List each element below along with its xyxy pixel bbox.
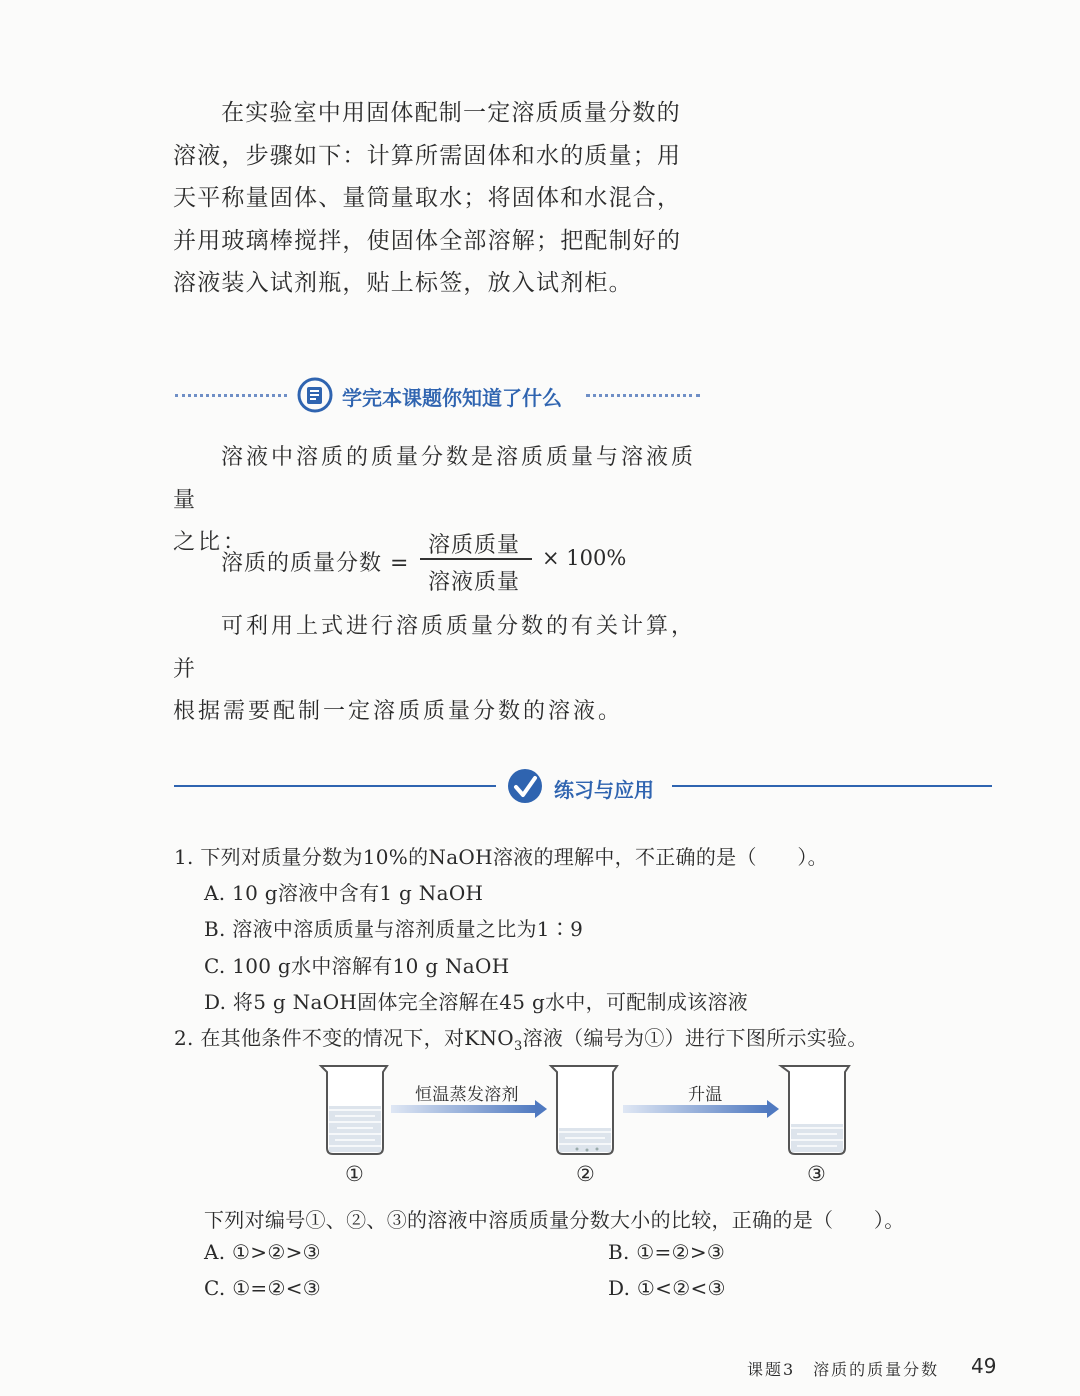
summary-text-2	[173, 606, 713, 734]
beaker-3	[781, 1066, 849, 1154]
summary-line: 根据需要配制一定溶质质量分数的溶液。	[173, 699, 624, 724]
summary-line: 可利用上式进行溶质质量分数的有关计算，并	[173, 614, 697, 682]
question-2-subscript: 3	[513, 1039, 523, 1054]
formula-denominator: 溶液质量	[428, 570, 521, 595]
arrow-2-label: 升温	[688, 1085, 723, 1105]
question-2-option-b: B. ①=②>③	[608, 1240, 726, 1264]
question-1-option-d: D. 将5 g NaOH固体完全溶解在45 g水中，可配制成该溶液	[204, 990, 749, 1014]
header-divider-left	[175, 394, 287, 397]
beaker-label-3: ③	[807, 1162, 827, 1186]
header-divider-right	[586, 394, 700, 397]
question-2-question: 下列对编号①、②、③的溶液中溶质质量分数大小的比较，正确的是（ ）。	[204, 1208, 905, 1232]
question-1-stem: 1. 下列对质量分数为10%的NaOH溶液的理解中，不正确的是（ ）。	[174, 845, 828, 869]
intro-line: 在实验室中用固体配制一定溶质质量分数的	[221, 100, 681, 126]
intro-line: 溶液，步骤如下：计算所需固体和水的质量；用	[173, 142, 682, 169]
intro-line: 并用玻璃棒搅拌，使固体全部溶解；把配制好的	[173, 227, 682, 254]
practice-section-title: 练习与应用	[554, 778, 654, 802]
intro-line: 溶液装入试剂瓶，贴上标签，放入试剂柜。	[173, 270, 633, 296]
practice-divider-left	[174, 785, 496, 787]
book-icon	[297, 377, 333, 413]
check-icon	[507, 768, 543, 804]
intro-paragraph	[173, 92, 713, 305]
formula-numerator: 溶质质量	[428, 533, 521, 558]
question-2-stem-part: 2. 在其他条件不变的情况下，对KNO	[174, 1026, 514, 1050]
question-1-option-b: B. 溶液中溶质质量与溶剂质量之比为1∶9	[204, 917, 584, 941]
fraction-bar	[420, 558, 532, 560]
question-2-option-d: D. ①<②<③	[608, 1276, 726, 1300]
beaker-label-1: ①	[345, 1162, 365, 1186]
formula-multiplier: × 100%	[542, 546, 627, 570]
beaker-1	[321, 1066, 387, 1154]
summary-section-title: 学完本课题你知道了什么	[342, 386, 562, 410]
question-1-option-c: C. 100 g水中溶解有10 g NaOH	[204, 954, 510, 978]
intro-line: 天平称量固体、量筒量取水；将固体和水混合，	[173, 185, 682, 211]
beaker-2	[551, 1066, 617, 1154]
question-2-stem	[174, 1022, 868, 1054]
footer-chapter: 课题3 溶质的质量分数	[747, 1360, 940, 1379]
page-number: 49	[971, 1354, 997, 1378]
summary-line: 之比：	[173, 530, 249, 555]
question-2-option-c: C. ①=②<③	[204, 1276, 322, 1300]
practice-divider-right	[672, 785, 992, 787]
arrow-1-label: 恒温蒸发溶剂	[415, 1085, 519, 1105]
question-1-option-a: A. 10 g溶液中含有1 g NaOH	[204, 881, 484, 905]
formula-lhs: 溶质的质量分数 =	[221, 551, 410, 576]
summary-line: 溶液中溶质的质量分数是溶质质量与溶液质量	[173, 445, 697, 513]
question-2-stem-part: 溶液（编号为①）进行下图所示实验。	[522, 1026, 868, 1050]
beaker-label-2: ②	[576, 1162, 596, 1186]
question-2-option-a: A. ①>②>③	[204, 1240, 321, 1264]
